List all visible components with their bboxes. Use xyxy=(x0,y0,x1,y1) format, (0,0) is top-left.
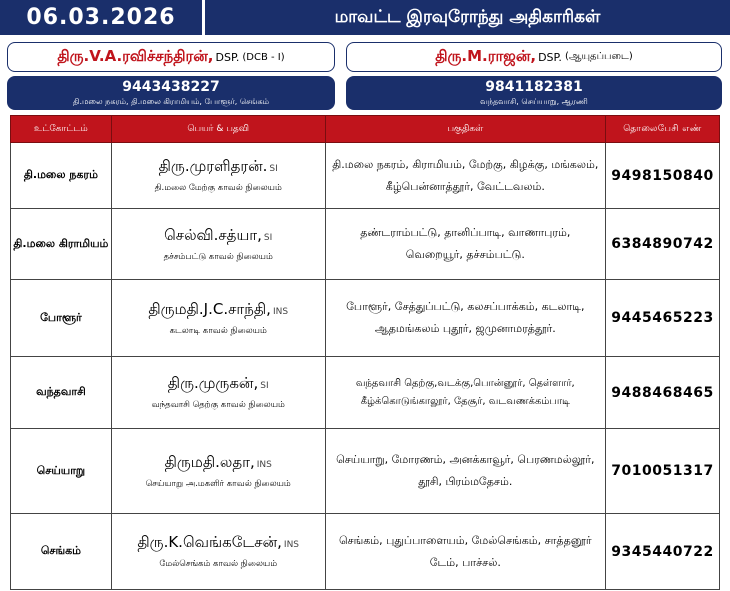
row-areas: செய்யாறு, மோரணம், அனக்காவூர், பெரணமல்லூர், தூசி, பிரம்மதேசம். xyxy=(325,429,605,514)
col-header-phone: தொலைபேசி எண் xyxy=(606,116,720,143)
district-officer-2 xyxy=(346,42,722,72)
table-row xyxy=(11,143,720,209)
row-officer-cell xyxy=(111,280,325,357)
row-station: மேல்செங்கம் காவல் நிலையம் xyxy=(159,559,278,569)
notice-date: 06.03.2026 xyxy=(0,0,205,35)
officer-rank: DSP. xyxy=(215,50,240,64)
row-officer-cell xyxy=(111,429,325,514)
row-areas: செங்கம், புதுப்பாளையம், மேல்செங்கம், சாத்தனூர் டேம், பாச்சல். xyxy=(325,514,605,590)
row-officer-name: செல்வி.சத்யா, xyxy=(164,225,262,244)
row-phone: 9488468465 xyxy=(606,357,720,429)
row-officer-name: திருமதி.லதா, xyxy=(164,452,255,471)
district-officer-1 xyxy=(7,42,335,72)
officer-phone: 9443438227 xyxy=(122,79,220,95)
officer-rank: DSP. xyxy=(538,50,562,64)
row-phone: 9345440722 xyxy=(606,514,720,590)
row-phone: 9445465223 xyxy=(606,280,720,357)
officer-dept: (ஆயுதப்படை) xyxy=(564,51,633,62)
row-officer-name: திருமதி.J.C.சாந்தி, xyxy=(148,299,271,318)
patrol-table xyxy=(10,115,720,590)
row-officer-cell xyxy=(111,514,325,590)
table-row xyxy=(11,357,720,429)
row-officer-name: திரு.K.வெங்கடேசன், xyxy=(137,533,282,551)
col-header-areas: பகுதிகள் xyxy=(325,116,605,143)
row-areas: வந்தவாசி தெற்கு,வடக்கு,பொன்னூர், தெள்ளார், கீழ்க்கொடுங்காலூர், தேசூர், வடவணக்கம்பாடி xyxy=(325,357,605,429)
row-officer-rank: INS xyxy=(272,306,289,317)
row-areas: தி.மலை நகரம், கிராமியம், மேற்கு, கிழக்கு, மங்கலம், கீழ்பென்னாத்தூர், வேட்டவலம். xyxy=(325,143,605,209)
row-officer-rank: INS xyxy=(256,459,272,470)
row-division: வந்தவாசி xyxy=(11,357,112,429)
table-row xyxy=(11,514,720,590)
notice-title: மாவட்ட இரவுரோந்து அதிகாரிகள் xyxy=(334,6,601,27)
row-division: செங்கம் xyxy=(11,514,112,590)
officer-phone: 9841182381 xyxy=(485,79,583,95)
row-station: தச்சம்பட்டு காவல் நிலையம் xyxy=(163,251,273,262)
row-station: தி.மலை மேற்கு காவல் நிலையம் xyxy=(154,183,282,193)
district-officer-1-contact xyxy=(7,76,335,110)
row-officer-rank: SI xyxy=(263,232,273,243)
row-areas: தண்டராம்பட்டு, தானிப்பாடி, வாணாபுரம், வெறையூர், தச்சம்பட்டு. xyxy=(325,209,605,280)
row-phone: 7010051317 xyxy=(606,429,720,514)
row-division: தி.மலை கிராமியம் xyxy=(11,209,112,280)
table-row xyxy=(11,280,720,357)
col-header-division: உட்கோட்டம் xyxy=(11,116,112,143)
row-station: வந்தவாசி தெற்கு காவல் நிலையம் xyxy=(151,400,285,410)
district-officer-2-contact xyxy=(346,76,722,110)
officer-name: திரு.V.A.ரவிச்சந்திரன், xyxy=(57,47,214,65)
row-officer-cell xyxy=(111,357,325,429)
officer-name: திரு.M.ராஜன், xyxy=(435,47,537,65)
row-officer-name: திரு.முரளிதரன். xyxy=(158,157,268,175)
col-header-officer: பெயர் & பதவி xyxy=(111,116,325,143)
table-row xyxy=(11,429,720,514)
row-areas: போளூர், சேத்துப்பட்டு, கலசப்பாக்கம், கடலாடி, ஆதமங்கலம் புதூர், ஜமுனாமரத்தூர். xyxy=(325,280,605,357)
table-row xyxy=(11,209,720,280)
row-phone: 6384890742 xyxy=(606,209,720,280)
row-station: செய்யாறு அ.மகளிர் காவல் நிலையம் xyxy=(145,478,291,489)
row-officer-cell xyxy=(111,143,325,209)
row-officer-rank: SI xyxy=(269,164,278,174)
row-officer-rank: INS xyxy=(283,540,300,550)
row-phone: 9498150840 xyxy=(606,143,720,209)
row-officer-cell xyxy=(111,209,325,280)
officer-dept: (DCB - I) xyxy=(242,51,285,63)
row-division: போளூர் xyxy=(11,280,112,357)
row-division: தி.மலை நகரம் xyxy=(11,143,112,209)
row-division: செய்யாறு xyxy=(11,429,112,514)
row-station: கடலாடி காவல் நிலையம் xyxy=(169,325,267,336)
row-officer-name: திரு.முருகன், xyxy=(167,374,259,392)
header-bar xyxy=(0,0,730,35)
officer-areas: வந்தவாசி, செய்யாறு, ஆரணி xyxy=(480,97,588,106)
table-header-row xyxy=(11,116,720,143)
row-officer-rank: SI xyxy=(260,381,269,391)
officer-areas: தி.மலை நகரம், தி.மலை கிராமியம், போளூர், செங்கம் xyxy=(72,97,270,106)
